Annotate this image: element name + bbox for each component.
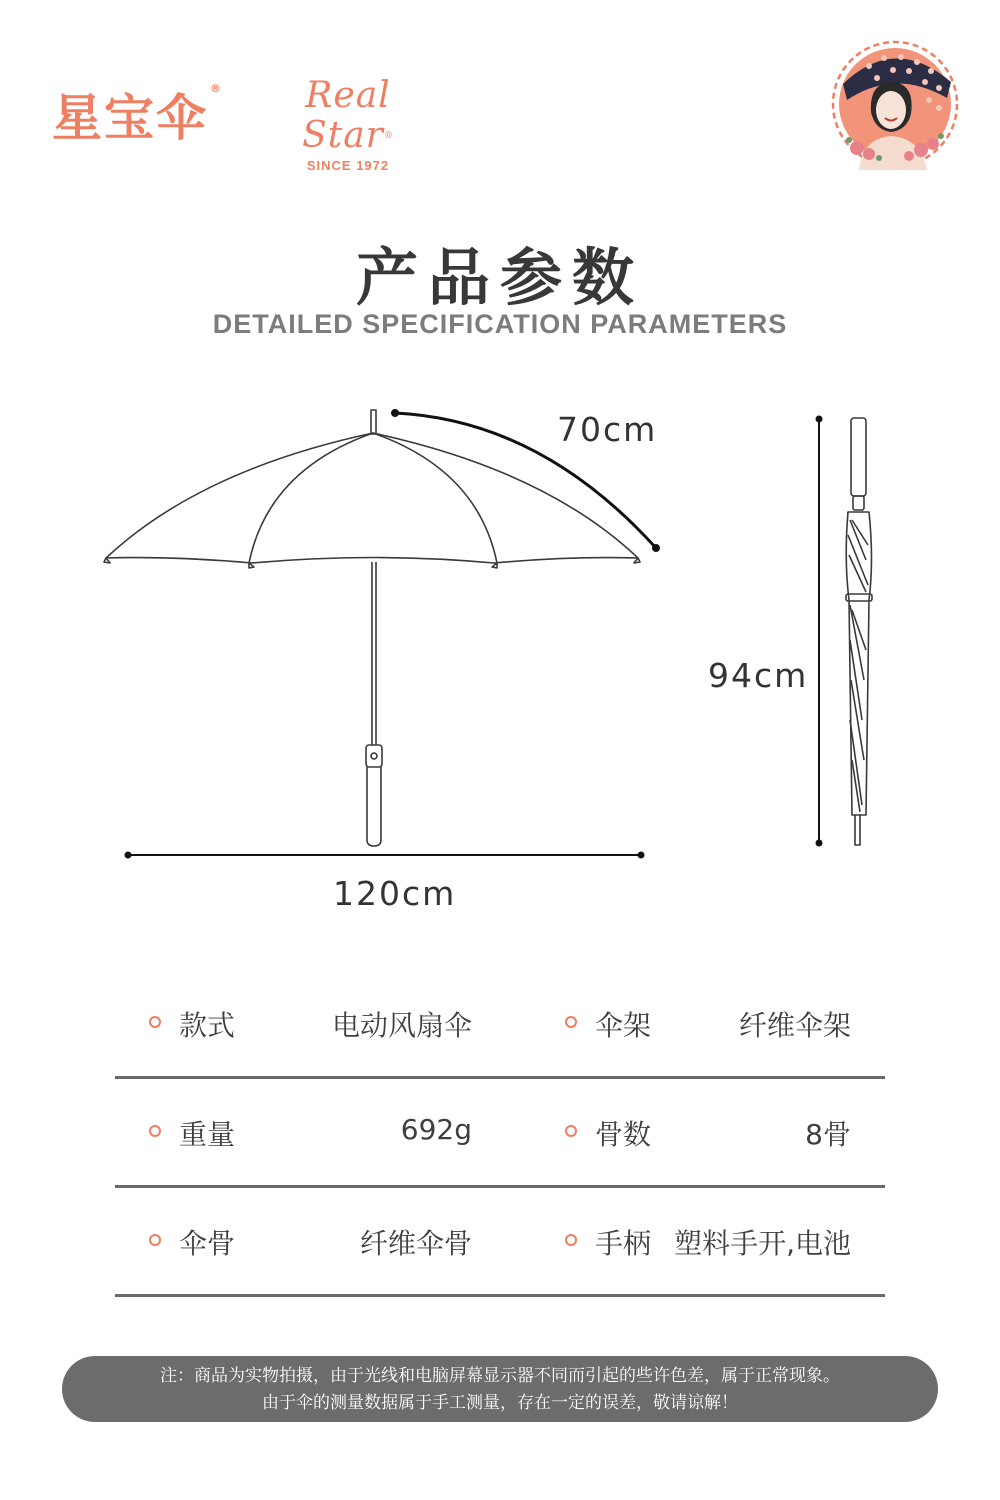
- spec-row: [115, 1188, 885, 1297]
- brand-en-name: Real Star: [302, 75, 391, 156]
- spec-item-frame: [515, 970, 885, 1076]
- registered-mark-en: ®: [383, 131, 394, 141]
- umbrella-dimension-diagram: [0, 380, 1000, 940]
- spec-label: 重量: [179, 1118, 236, 1151]
- disclaimer-note: [62, 1356, 938, 1422]
- spec-item-ribs: [115, 1188, 500, 1294]
- brand-logo-en: [262, 76, 434, 173]
- bullet-dot-icon: [149, 1125, 161, 1137]
- diameter-label: 120cm: [333, 874, 457, 913]
- page-title: 产品参数: [355, 241, 644, 314]
- umbrella-illustration-icon: [0, 380, 1000, 940]
- spec-item-rib-count: [515, 1079, 885, 1185]
- spec-item-style: [115, 970, 500, 1076]
- spec-value: 电动风扇伞: [331, 1009, 472, 1042]
- note-line-2: 由于伞的测量数据属于手工测量，存在一定的误差，敬请谅解！: [262, 1393, 738, 1413]
- note-line-1: 注：商品为实物拍摄，由于光线和电脑屏幕显示器不同而引起的些许色差，属于正常现象。: [160, 1366, 840, 1386]
- spec-label: 款式: [179, 1009, 236, 1042]
- registered-mark: ®: [210, 82, 223, 95]
- brand-cn-name: 星宝伞: [52, 89, 208, 147]
- spec-value: 塑料手开,电池: [674, 1227, 851, 1260]
- spec-label: 手柄: [595, 1227, 652, 1260]
- brand-since: SINCE 1972: [306, 158, 390, 173]
- spec-table: [115, 970, 885, 1297]
- page-subtitle: DETAILED SPECIFICATION PARAMETERS: [212, 309, 788, 339]
- brand-portrait-badge-icon: [829, 38, 961, 170]
- closed-length-label: 94cm: [708, 656, 809, 695]
- spec-value: 纤维伞骨: [359, 1227, 472, 1260]
- spec-row: [115, 970, 885, 1079]
- bullet-dot-icon: [149, 1234, 161, 1246]
- bullet-dot-icon: [149, 1016, 161, 1028]
- spec-item-weight: [115, 1079, 500, 1185]
- spec-label: 伞架: [595, 1009, 652, 1042]
- spec-label: 伞骨: [179, 1227, 236, 1260]
- bullet-dot-icon: [565, 1234, 577, 1246]
- rib-length-label: 70cm: [557, 410, 658, 449]
- bullet-dot-icon: [565, 1125, 577, 1137]
- spec-value: 692g: [400, 1113, 472, 1146]
- spec-row: [115, 1079, 885, 1188]
- spec-value: 纤维伞架: [738, 1009, 851, 1042]
- spec-item-handle: [515, 1188, 885, 1294]
- spec-label: 骨数: [595, 1118, 652, 1151]
- bullet-dot-icon: [565, 1016, 577, 1028]
- spec-value: 8骨: [805, 1118, 851, 1151]
- brand-logo-cn: [52, 78, 223, 150]
